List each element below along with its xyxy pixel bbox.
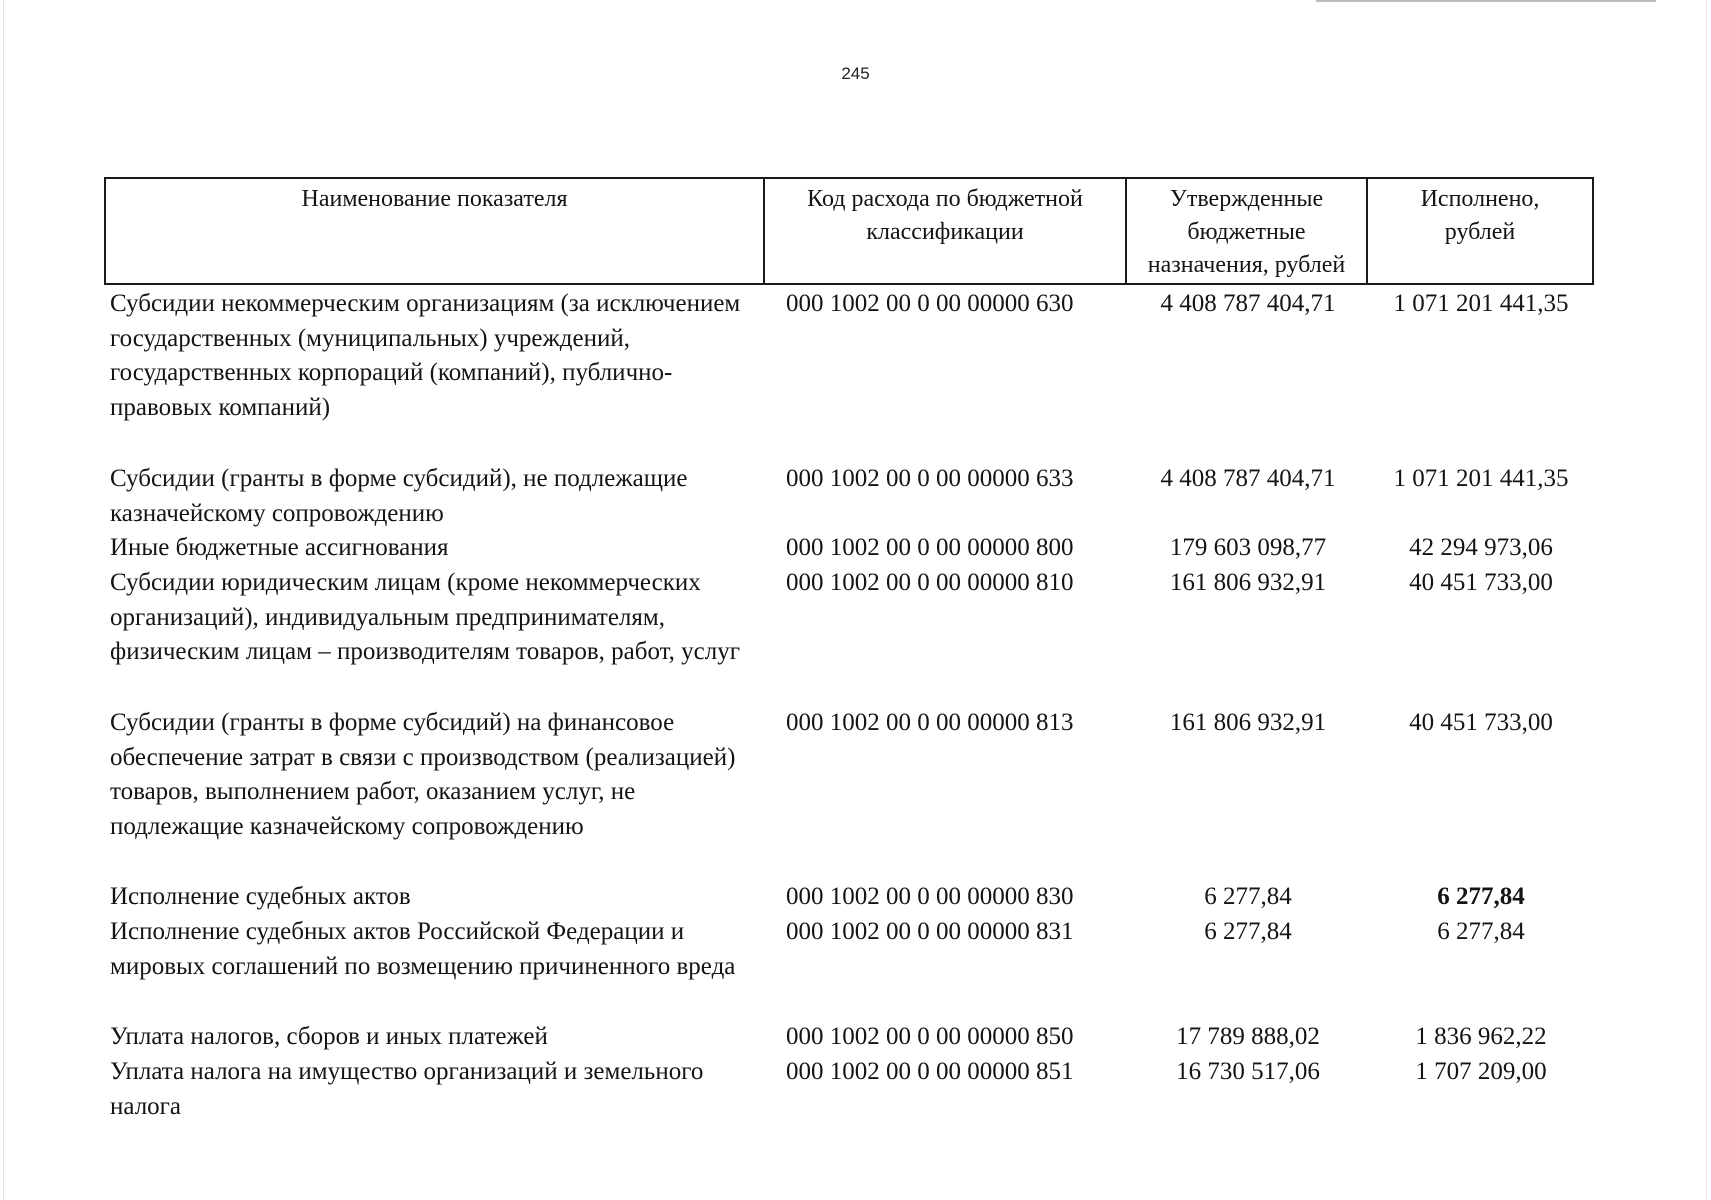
row-name: Субсидии (гранты в форме субсидий), не подлежащие казначейскому сопровождению bbox=[110, 465, 688, 527]
header-name: Наименование показателя bbox=[106, 179, 765, 283]
row-approved: 161 806 932,91 bbox=[1169, 709, 1327, 736]
row-done: 42 294 973,06 bbox=[1409, 534, 1553, 561]
row-approved: 161 806 932,91 bbox=[1169, 569, 1327, 596]
row-name: Исполнение судебных актов Российской Федерации и мировых соглашений по возмещению причиненного вреда bbox=[110, 918, 736, 980]
row-code: 000 1002 00 0 00 00000 810 bbox=[786, 569, 1074, 596]
row-approved: 6 277,84 bbox=[1204, 883, 1292, 910]
row-done: 1 071 201 441,35 bbox=[1393, 465, 1569, 492]
row-done: 40 451 733,00 bbox=[1409, 709, 1553, 736]
header-code-line: Код расхода по бюджетной bbox=[807, 186, 1083, 212]
row-code: 000 1002 00 0 00 00000 851 bbox=[786, 1058, 1074, 1085]
header-code bbox=[765, 179, 1127, 283]
header-approved-line: Утвержденные bbox=[1169, 186, 1324, 212]
row-done: 1 836 962,22 bbox=[1415, 1023, 1547, 1050]
row-code: 000 1002 00 0 00 00000 633 bbox=[786, 465, 1074, 492]
row-done: 40 451 733,00 bbox=[1409, 569, 1553, 596]
scan-right-edge bbox=[1706, 0, 1707, 1200]
row-done: 1 707 209,00 bbox=[1415, 1058, 1547, 1085]
row-code: 000 1002 00 0 00 00000 831 bbox=[786, 918, 1074, 945]
row-approved: 17 789 888,02 bbox=[1176, 1023, 1320, 1050]
row-code: 000 1002 00 0 00 00000 630 bbox=[786, 290, 1074, 317]
row-name: Уплата налога на имущество организаций и земельного налога bbox=[110, 1058, 704, 1120]
row-name: Субсидии (гранты в форме субсидий) на финансовое обеспечение затрат в связи с производством (реализацией) товаров, выполнением работ, оказанием услуг, не подлежащие казначейскому сопровождению bbox=[110, 709, 736, 840]
page-number: 245 bbox=[841, 64, 870, 83]
row-approved: 179 603 098,77 bbox=[1169, 534, 1327, 561]
row-approved: 4 408 787 404,71 bbox=[1160, 290, 1336, 317]
row-name: Субсидии некоммерческим организациям (за исключением государственных (муниципальных) учреждений, государственных корпораций (компаний), публично-правовых компаний) bbox=[110, 290, 741, 421]
row-name: Уплата налогов, сборов и иных платежей bbox=[110, 1023, 548, 1050]
scan-left-edge bbox=[3, 0, 4, 1200]
header-code-line: классификации bbox=[866, 219, 1024, 245]
row-name: Субсидии юридическим лицам (кроме некоммерческих организаций), индивидуальным предпринимателям, физическим лицам – производителям товаров, работ, услуг bbox=[110, 569, 741, 665]
header-approved-line: назначения, рублей bbox=[1147, 252, 1346, 278]
row-code: 000 1002 00 0 00 00000 813 bbox=[786, 709, 1074, 736]
header-approved-line: бюджетные bbox=[1187, 219, 1306, 245]
header-done-line: Исполнено, bbox=[1420, 186, 1540, 212]
row-done: 1 071 201 441,35 bbox=[1393, 290, 1569, 317]
header-done-line: рублей bbox=[1444, 219, 1516, 245]
table-header bbox=[104, 177, 1594, 285]
row-done: 6 277,84 bbox=[1437, 918, 1525, 945]
scan-top-rule bbox=[1316, 0, 1656, 2]
row-name: Иные бюджетные ассигнования bbox=[110, 534, 449, 561]
row-approved: 16 730 517,06 bbox=[1176, 1058, 1320, 1085]
header-done bbox=[1368, 179, 1592, 283]
row-approved: 4 408 787 404,71 bbox=[1160, 465, 1336, 492]
row-name: Исполнение судебных актов bbox=[110, 883, 411, 910]
row-code: 000 1002 00 0 00 00000 830 bbox=[786, 883, 1074, 910]
row-done: 6 277,84 bbox=[1437, 883, 1525, 910]
row-code: 000 1002 00 0 00 00000 850 bbox=[786, 1023, 1074, 1050]
row-approved: 6 277,84 bbox=[1204, 918, 1292, 945]
row-code: 000 1002 00 0 00 00000 800 bbox=[786, 534, 1074, 561]
header-approved bbox=[1127, 179, 1368, 283]
